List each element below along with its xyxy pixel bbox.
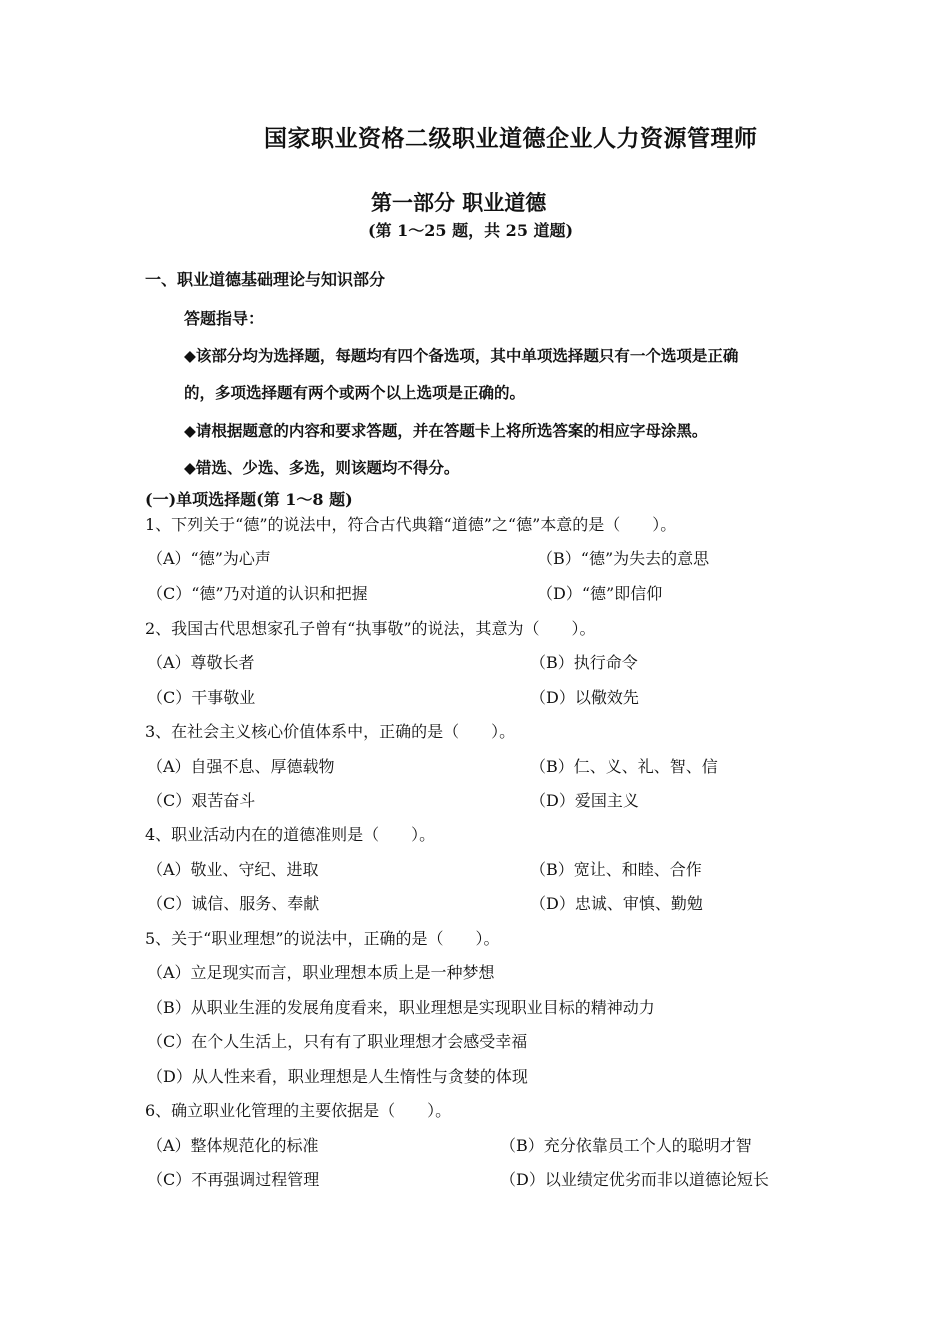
part-title: 第一部分 职业道德 (371, 191, 547, 215)
instruction-line: ◆请根据题意的内容和要求答题，并在答题卡上将所选答案的相应字母涂黑。 (184, 422, 708, 440)
question-5-option-a: （A）立足现实而言，职业理想本质上是一种梦想 (147, 963, 495, 982)
instruction-line: ◆该部分均为选择题，每题均有四个备选项，其中单项选择题只有一个选项是正确 (184, 347, 739, 365)
question-3-option-d: （D）爱国主义 (530, 791, 639, 810)
instruction-line: ◆错选、少选、多选，则该题均不得分。 (184, 459, 460, 477)
question-3: 3、在社会主义核心价值体系中，正确的是（ ）。 (145, 722, 516, 741)
instruction-line: 的，多项选择题有两个或两个以上选项是正确的。 (184, 384, 526, 402)
subsection-heading: (一)单项选择题(第 1～8 题) (145, 490, 353, 509)
question-1-option-d: （D）“德”即信仰 (537, 584, 663, 603)
question-1: 1、下列关于“德”的说法中，符合古代典籍“道德”之“德”本意的是（ ）。 (145, 515, 677, 534)
question-2-option-a: （A）尊敬长者 (147, 653, 255, 672)
section-heading: 一、职业道德基础理论与知识部分 (145, 270, 386, 289)
question-4-option-a: （A）敬业、守纪、进取 (147, 860, 319, 879)
question-6: 6、确立职业化管理的主要依据是（ ）。 (145, 1101, 452, 1120)
question-3-option-b: （B）仁、义、礼、智、信 (530, 757, 718, 776)
question-4-option-c: （C）诚信、服务、奉献 (147, 894, 320, 913)
document-title: 国家职业资格二级职业道德企业人力资源管理师 (264, 126, 758, 152)
part-range: (第 1～25 题，共 25 道题) (368, 221, 574, 240)
question-6-option-c: （C）不再强调过程管理 (147, 1170, 320, 1189)
question-6-option-b: （B）充分依靠员工个人的聪明才智 (500, 1136, 752, 1155)
question-3-option-c: （C）艰苦奋斗 (147, 791, 256, 810)
question-2: 2、我国古代思想家孔子曾有“执事敬”的说法，其意为（ ）。 (145, 619, 596, 638)
question-5: 5、关于“职业理想”的说法中，正确的是（ ）。 (145, 929, 500, 948)
question-4-option-b: （B）宽让、和睦、合作 (530, 860, 702, 879)
question-6-option-a: （A）整体规范化的标准 (147, 1136, 319, 1155)
question-4: 4、职业活动内在的道德准则是（ ）。 (145, 825, 436, 844)
question-5-option-b: （B）从职业生涯的发展角度看来，职业理想是实现职业目标的精神动力 (147, 998, 655, 1017)
question-1-option-a: （A）“德”为心声 (147, 549, 271, 568)
guide-label: 答题指导： (184, 309, 265, 328)
question-2-option-c: （C）干事敬业 (147, 688, 256, 707)
question-5-option-d: （D）从人性来看，职业理想是人生惰性与贪婪的体现 (147, 1067, 528, 1086)
question-4-option-d: （D）忠诚、审慎、勤勉 (530, 894, 703, 913)
question-1-option-c: （C）“德”乃对道的认识和把握 (147, 584, 368, 603)
question-5-option-c: （C）在个人生活上，只有有了职业理想才会感受幸福 (147, 1032, 528, 1051)
question-2-option-d: （D）以儆效先 (530, 688, 639, 707)
question-2-option-b: （B）执行命令 (530, 653, 638, 672)
question-1-option-b: （B）“德”为失去的意思 (537, 549, 710, 568)
question-6-option-d: （D）以业绩定优劣而非以道德论短长 (500, 1170, 769, 1189)
question-3-option-a: （A）自强不息、厚德载物 (147, 757, 335, 776)
